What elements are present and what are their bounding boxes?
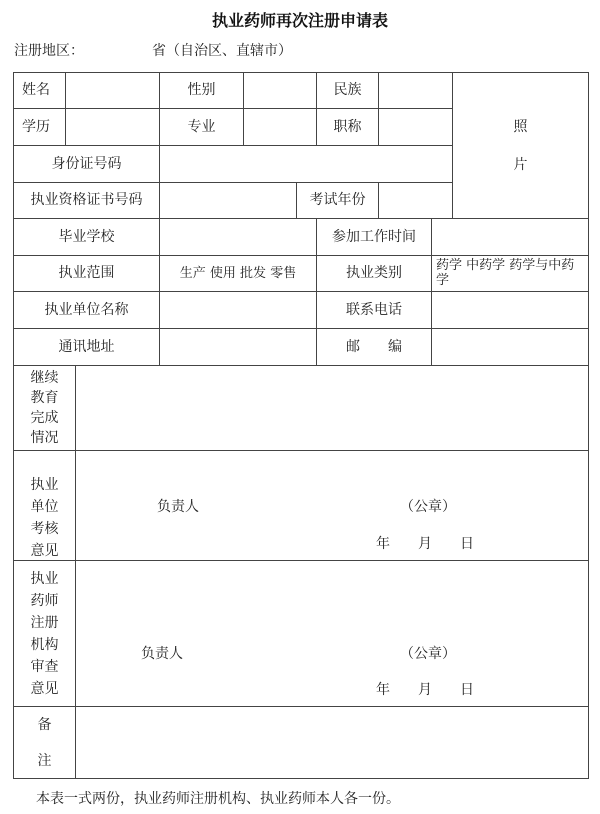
school-field[interactable] — [159, 218, 317, 256]
continuing-edu-label — [13, 365, 76, 451]
cert-number-field[interactable] — [159, 182, 297, 219]
region-suffix: 省（自治区、直辖市） — [152, 43, 292, 59]
label-line: 药师 — [30, 592, 59, 609]
employer-date: 年 月 日 — [376, 536, 474, 552]
major-field[interactable] — [243, 108, 317, 146]
label-line: 执业 — [30, 570, 59, 587]
name-label: 姓名 — [13, 72, 66, 109]
label-line: 注 — [37, 752, 52, 769]
id-number-field[interactable] — [159, 145, 453, 183]
label-line: 完成 — [30, 410, 59, 426]
ethnicity-label: 民族 — [316, 72, 379, 109]
scope-options[interactable]: 生产 使用 批发 零售 — [159, 255, 317, 292]
employer-field[interactable] — [159, 291, 317, 329]
category-options[interactable]: 药学 中药学 药学与中药学 — [431, 255, 589, 292]
remarks-label — [13, 706, 76, 779]
page-title: 执业药师再次注册申请表 — [211, 11, 388, 30]
label-line: 继续 — [30, 370, 59, 386]
postcode-label: 邮 编 — [316, 328, 432, 366]
registry-responsible-person: 负责人 — [141, 646, 183, 662]
registry-review-label — [13, 560, 76, 707]
label-line: 机构 — [30, 636, 59, 653]
label-line: 单位 — [30, 498, 59, 515]
major-label: 专业 — [159, 108, 244, 146]
work-start-label: 参加工作时间 — [316, 218, 432, 256]
cert-number-label: 执业资格证书号码 — [13, 182, 160, 219]
photo-label-1: 照 — [513, 118, 528, 135]
label-line: 备 — [37, 716, 52, 733]
postcode-field[interactable] — [431, 328, 589, 366]
employer-responsible-person: 负责人 — [157, 499, 199, 515]
school-label: 毕业学校 — [13, 218, 160, 256]
photo-box[interactable] — [452, 72, 589, 219]
label-line: 情况 — [30, 430, 59, 446]
registry-review-field[interactable] — [75, 560, 589, 707]
label-line: 考核 — [30, 520, 59, 537]
gender-label: 性别 — [159, 72, 244, 109]
exam-year-label: 考试年份 — [296, 182, 379, 219]
photo-label-2: 片 — [513, 156, 528, 173]
title-label: 职称 — [316, 108, 379, 146]
footnote: 本表一式两份，执业药师注册机构、执业药师本人各一份。 — [36, 791, 400, 807]
label-line: 意见 — [30, 542, 59, 559]
label-line: 教育 — [30, 390, 59, 406]
title-field[interactable] — [378, 108, 453, 146]
employer-review-field[interactable] — [75, 450, 589, 561]
employer-review-label — [13, 450, 76, 561]
exam-year-field[interactable] — [378, 182, 453, 219]
label-line: 注册 — [30, 614, 59, 631]
address-label: 通讯地址 — [13, 328, 160, 366]
employer-official-seal: （公章） — [400, 499, 456, 515]
ethnicity-field[interactable] — [378, 72, 453, 109]
name-field[interactable] — [65, 72, 160, 109]
region-province-input[interactable] — [96, 40, 146, 58]
registry-official-seal: （公章） — [400, 646, 456, 662]
label-line: 意见 — [30, 680, 59, 697]
remarks-field[interactable] — [75, 706, 589, 779]
phone-field[interactable] — [431, 291, 589, 329]
region-label: 注册地区： — [14, 43, 84, 59]
label-line: 执业 — [30, 476, 59, 493]
address-field[interactable] — [159, 328, 317, 366]
registry-date: 年 月 日 — [376, 682, 474, 698]
education-label: 学历 — [13, 108, 66, 146]
label-line: 审查 — [30, 658, 59, 675]
category-label: 执业类别 — [316, 255, 432, 292]
continuing-edu-field[interactable] — [75, 365, 589, 451]
phone-label: 联系电话 — [316, 291, 432, 329]
province-field[interactable] — [96, 40, 150, 60]
gender-field[interactable] — [243, 72, 317, 109]
id-number-label: 身份证号码 — [13, 145, 160, 183]
employer-label: 执业单位名称 — [13, 291, 160, 329]
scope-label: 执业范围 — [13, 255, 160, 292]
education-field[interactable] — [65, 108, 160, 146]
work-start-field[interactable] — [431, 218, 589, 256]
